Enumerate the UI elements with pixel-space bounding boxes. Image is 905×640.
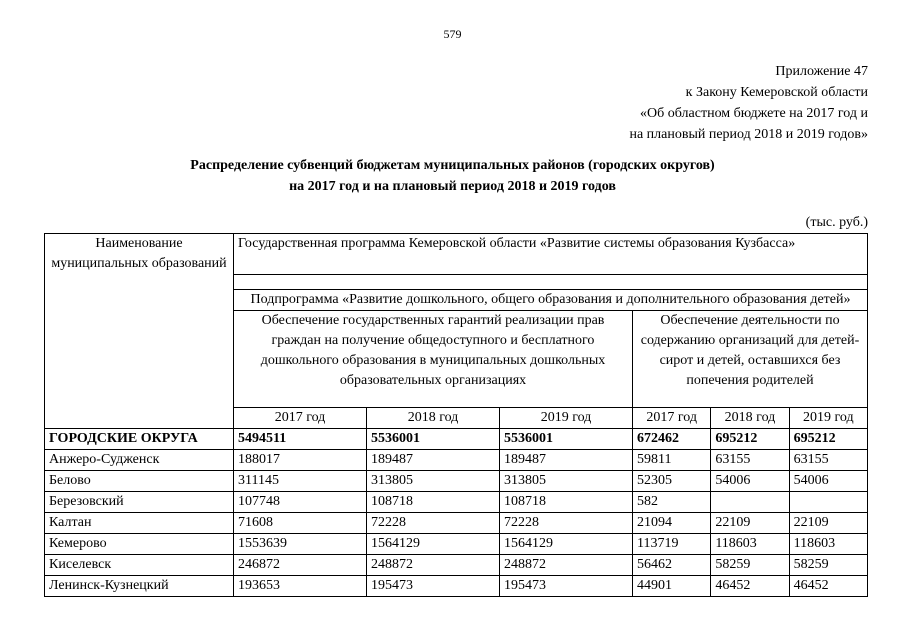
value-cell: 189487 [500,449,633,470]
value-cell: 193653 [234,575,367,596]
year-header: 2018 год [367,407,500,428]
table-row [45,512,868,533]
appendix-line-4: на плановый период 2018 и 2019 годов» [629,127,868,142]
value-cell: 311145 [234,470,367,491]
value-cell: 54006 [711,470,789,491]
value-cell: 248872 [367,554,500,575]
row-name: Кемерово [45,533,234,554]
value-cell: 5536001 [367,428,500,449]
appendix-line-1: Приложение 47 [775,64,868,79]
subsidy-table [44,233,868,597]
row-name: Калтан [45,512,234,533]
value-cell: 72228 [367,512,500,533]
value-cell: 188017 [234,449,367,470]
table-row [45,533,868,554]
value-cell: 44901 [633,575,711,596]
value-cell: 189487 [367,449,500,470]
appendix-line-3: «Об областном бюджете на 2017 год и [640,106,868,121]
value-cell: 1553639 [234,533,367,554]
header-subprogram: Подпрограмма «Развитие дошкольного, общего образования и дополнительного образования детей» [234,289,868,310]
value-cell: 118603 [789,533,867,554]
table-row [45,575,868,596]
row-name: Белово [45,470,234,491]
value-cell: 54006 [789,470,867,491]
header-group-preschool: Обеспечение государственных гарантий реализации прав граждан на получение общедоступного и бесплатного дошкольного образования в муниципальных дошкольных образовательных организациях [234,310,633,407]
value-cell: 695212 [789,428,867,449]
value-cell: 5536001 [500,428,633,449]
value-cell: 313805 [500,470,633,491]
year-header: 2018 год [711,407,789,428]
value-cell: 108718 [367,491,500,512]
table-row [45,554,868,575]
table-row [45,449,868,470]
header-municipality-cont [45,289,234,310]
value-cell: 63155 [789,449,867,470]
header-group-orphans: Обеспечение деятельности по содержанию организаций для детей-сирот и детей, оставшихся без попечения родителей [633,310,868,407]
value-cell: 118603 [711,533,789,554]
value-cell: 71608 [234,512,367,533]
appendix-header [629,61,868,145]
units-label: (тыс. руб.) [805,215,868,230]
row-name: Киселевск [45,554,234,575]
value-cell: 22109 [789,512,867,533]
value-cell: 313805 [367,470,500,491]
row-name: Ленинск-Кузнецкий [45,575,234,596]
value-cell [711,491,789,512]
value-cell: 195473 [367,575,500,596]
value-cell: 672462 [633,428,711,449]
year-header: 2017 год [633,407,711,428]
value-cell: 108718 [500,491,633,512]
value-cell: 113719 [633,533,711,554]
year-header: 2017 год [234,407,367,428]
table-row [45,470,868,491]
value-cell: 107748 [234,491,367,512]
value-cell: 46452 [711,575,789,596]
year-header: 2019 год [500,407,633,428]
value-cell: 58259 [789,554,867,575]
value-cell [789,491,867,512]
page-number: 579 [443,27,462,41]
value-cell: 72228 [500,512,633,533]
value-cell: 1564129 [500,533,633,554]
value-cell: 5494511 [234,428,367,449]
row-name: Анжеро-Судженск [45,449,234,470]
value-cell: 582 [633,491,711,512]
value-cell: 248872 [500,554,633,575]
header-program-space [234,274,868,289]
value-cell: 63155 [711,449,789,470]
row-name: Березовский [45,491,234,512]
value-cell: 59811 [633,449,711,470]
header-municipality-cont [45,310,234,407]
value-cell: 195473 [500,575,633,596]
header-municipality: Наименование муниципальных образований [45,234,234,275]
table-row-total [45,428,868,449]
document-title [0,155,905,197]
value-cell: 46452 [789,575,867,596]
value-cell: 1564129 [367,533,500,554]
value-cell: 246872 [234,554,367,575]
row-name: ГОРОДСКИЕ ОКРУГА [45,428,234,449]
value-cell: 22109 [711,512,789,533]
appendix-line-2: к Закону Кемеровской области [685,85,868,100]
value-cell: 58259 [711,554,789,575]
header-municipality-end [45,407,234,428]
title-line-1: Распределение субвенций бюджетам муниципальных районов (городских округов) [190,158,715,173]
header-program: Государственная программа Кемеровской области «Развитие системы образования Кузбасса» [234,234,868,275]
value-cell: 21094 [633,512,711,533]
value-cell: 695212 [711,428,789,449]
table-row [45,491,868,512]
value-cell: 52305 [633,470,711,491]
header-municipality-cont [45,274,234,289]
value-cell: 56462 [633,554,711,575]
title-line-2: на 2017 год и на плановый период 2018 и 2019 годов [289,179,616,194]
year-header: 2019 год [789,407,867,428]
